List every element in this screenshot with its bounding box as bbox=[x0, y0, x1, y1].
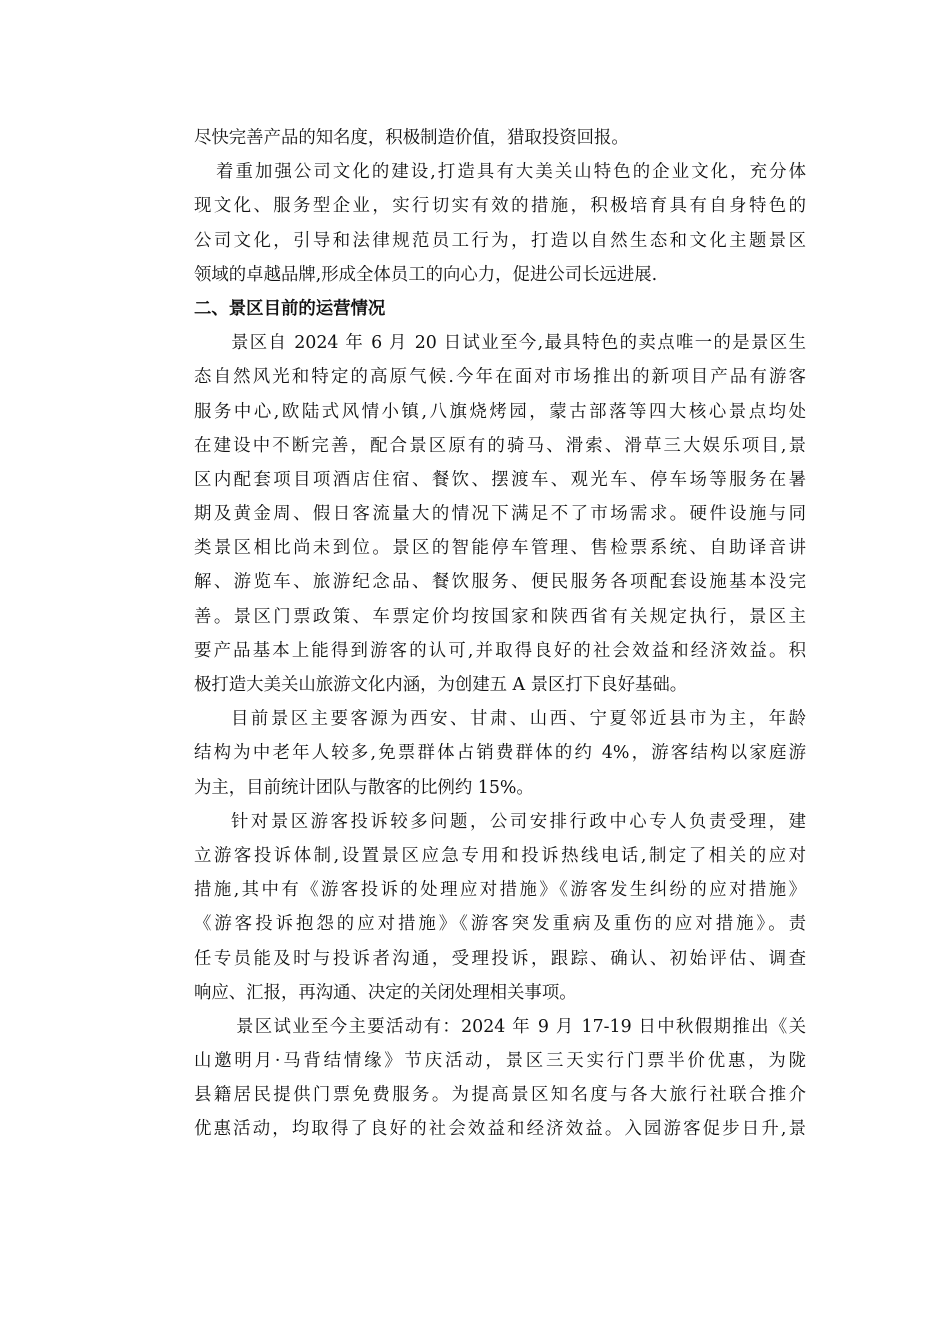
text-line: 措施,其中有《游客投诉的处理应对措施》《游客发生纠纷的应对措施》 bbox=[194, 880, 806, 901]
paragraph-activities bbox=[194, 1010, 806, 1147]
text-line: 任专员能及时与投诉者沟通，受理投诉，跟踪、确认、初始评估、调查 bbox=[194, 948, 806, 969]
document-body bbox=[194, 121, 806, 1147]
text-line: 态自然风光和特定的高原气候.今年在面对市场推出的新项目产品有游客 bbox=[194, 367, 806, 388]
section-heading bbox=[194, 292, 806, 326]
text-line: 山邀明月·马背结情缘》节庆活动，景区三天实行门票半价优惠，为陇 bbox=[194, 1051, 806, 1072]
text-line: 响应、汇报，再沟通、决定的关闭处理相关事项。 bbox=[194, 982, 577, 1003]
text-line: 极打造大美关山旅游文化内涵，为创建五 A 景区打下良好基础。 bbox=[194, 675, 688, 695]
text-line: 解、游览车、旅游纪念品、餐饮服务、便民服务各项配套设施基本没完 bbox=[194, 572, 806, 593]
text-line: 针对景区游客投诉较多问题，公司安排行政中心专人负责受理，建 bbox=[231, 811, 806, 832]
section-heading-text: 二、景区目前的运营情况 bbox=[194, 298, 386, 319]
text-line: 结构为中老年人较多,免票群体占销费群体的约 4%，游客结构以家庭游 bbox=[194, 743, 806, 764]
text-line: 立游客投诉体制,设置景区应急专用和投诉热线电话,制定了相关的应对 bbox=[194, 845, 806, 866]
text-line: 景区试业至今主要活动有：2024 年 9 月 17-19 日中秋假期推出《关 bbox=[236, 1016, 806, 1037]
text-line: 要产品基本上能得到游客的认可,并取得良好的社会效益和经济效益。积 bbox=[194, 640, 806, 661]
text-line: 类景区相比尚未到位。景区的智能停车管理、售检票系统、自助译音讲 bbox=[194, 538, 806, 559]
paragraph-complaints bbox=[194, 805, 806, 1010]
text-line: 县籍居民提供门票免费服务。为提高景区知名度与各大旅行社联合推介 bbox=[194, 1085, 806, 1106]
text-line: 尽快完善产品的知名度，积极制造价值，猎取投资回报。 bbox=[194, 128, 629, 148]
text-line: 《游客投诉抱怨的应对措施》《游客突发重病及重伤的应对措施》。责 bbox=[194, 914, 806, 935]
text-line: 期及黄金周、假日客流量大的情况下满足不了市场需求。硬件设施与同 bbox=[194, 504, 806, 525]
paragraph-continuation bbox=[194, 121, 806, 155]
paragraph-company-culture bbox=[194, 155, 806, 292]
text-line: 着重加强公司文化的建设,打造具有大美关山特色的企业文化，充分体 bbox=[216, 162, 806, 183]
paragraph-visitor-sources bbox=[194, 702, 806, 805]
text-line: 为主，目前统计团队与散客的比例约 15%。 bbox=[194, 777, 534, 798]
text-line: 区内配套项目项酒店住宿、餐饮、摆渡车、观光车、停车场等服务在暑 bbox=[194, 469, 806, 490]
paragraph-operations bbox=[194, 326, 806, 702]
text-line: 现文化、服务型企业，实行切实有效的措施，积极培育具有自身特色的 bbox=[194, 196, 806, 217]
text-line: 目前景区主要客源为西安、甘肃、山西、宁夏邻近县市为主，年龄 bbox=[231, 709, 806, 730]
text-line: 公司文化，引导和法律规范员工行为，打造以自然生态和文化主题景区 bbox=[194, 230, 806, 251]
text-line: 服务中心,欧陆式风情小镇,八旗烧烤园，蒙古部落等四大核心景点均处 bbox=[194, 401, 806, 422]
text-line: 领域的卓越品牌,形成全体员工的向心力，促进公司长远进展. bbox=[194, 264, 658, 285]
text-line: 景区自 2024 年 6 月 20 日试业至今,最具特色的卖点唯一的是景区生 bbox=[231, 333, 806, 354]
text-line: 优惠活动，均取得了良好的社会效益和经济效益。入园游客促步日升,景 bbox=[194, 1119, 807, 1140]
text-line: 在建设中不断完善，配合景区原有的骑马、滑索、滑草三大娱乐项目,景 bbox=[194, 435, 807, 456]
text-line: 善。景区门票政策、车票定价均按国家和陕西省有关规定执行，景区主 bbox=[194, 606, 806, 627]
